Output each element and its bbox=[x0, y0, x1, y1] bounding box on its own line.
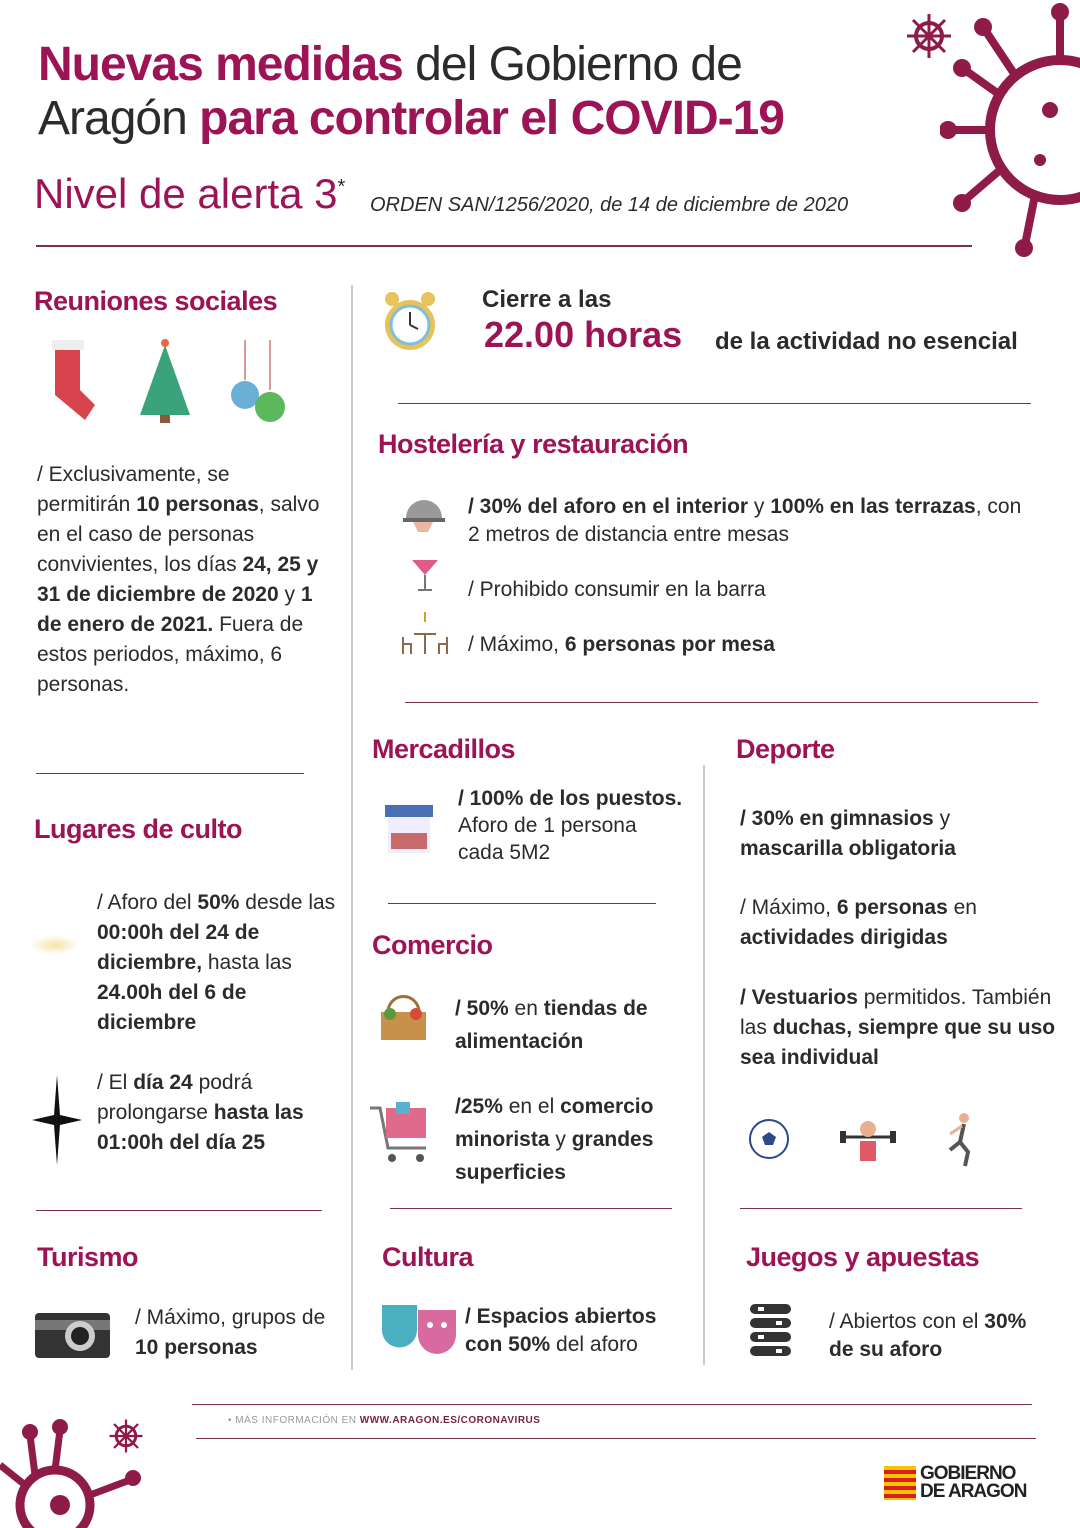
sparkle-icon bbox=[30, 935, 80, 955]
divider bbox=[36, 245, 972, 247]
virus-icon bbox=[940, 0, 1080, 260]
hosteleria-item-3 bbox=[468, 630, 1028, 660]
divider bbox=[36, 1210, 322, 1211]
soccer-ball-icon bbox=[748, 1118, 790, 1160]
alert-level-text: Nivel de alerta 3 bbox=[34, 170, 338, 217]
text-segment: y bbox=[933, 807, 951, 830]
text-segment: / El bbox=[97, 1071, 134, 1094]
divider bbox=[192, 1404, 1032, 1405]
hosteleria-item-2 bbox=[468, 575, 1028, 605]
text-segment: Fuera de estos periodos, máximo, 6 personas. bbox=[37, 613, 304, 696]
text-segment: en el bbox=[502, 1095, 561, 1118]
text-segment: / 30% del aforo en el interior bbox=[468, 495, 749, 518]
text-segment: 6 personas por mesa bbox=[564, 633, 775, 656]
theater-masks-icon bbox=[380, 1300, 458, 1355]
title-line-2 bbox=[38, 92, 918, 146]
gobierno-aragon-logo bbox=[884, 1465, 1026, 1501]
cloche-icon bbox=[403, 490, 445, 535]
divider bbox=[405, 702, 1038, 703]
mercadillos-text bbox=[458, 785, 683, 866]
text-segment: para controlar el COVID-19 bbox=[199, 92, 784, 145]
closing-post: de la actividad no esencial bbox=[715, 328, 1018, 355]
text-segment: mascarilla obligatoria bbox=[740, 837, 956, 860]
more-info: • MÁS INFORMACIÓN EN WWW.ARAGON.ES/CORONAVIRUS bbox=[228, 1415, 541, 1426]
market-stall-icon bbox=[383, 803, 435, 855]
text-segment: y bbox=[278, 583, 301, 606]
text-segment: 1 de enero de 2021. bbox=[37, 583, 313, 636]
text-segment: 24, 25 y 31 de diciembre de 2020 bbox=[37, 553, 319, 606]
divider bbox=[36, 773, 304, 774]
title-line-1 bbox=[38, 38, 918, 92]
text-segment: actividades dirigidas bbox=[740, 926, 948, 949]
text-segment: en bbox=[947, 896, 977, 919]
text-segment: 6 personas bbox=[836, 896, 948, 919]
christmas-decorations-icon bbox=[40, 335, 290, 430]
text-segment: hasta las bbox=[202, 951, 292, 974]
alert-footnote-mark: * bbox=[337, 176, 346, 198]
text-segment: Nuevas medidas bbox=[38, 38, 403, 91]
logo-line-2: DE ARAGON bbox=[920, 1481, 1027, 1502]
text-segment: 50% bbox=[197, 891, 240, 914]
more-info-link[interactable]: WWW.ARAGON.ES/CORONAVIRUS bbox=[359, 1415, 541, 1426]
section-title-turismo: Turismo bbox=[37, 1242, 139, 1272]
text-segment: / Espacios abiertos con 50% bbox=[465, 1305, 657, 1356]
text-segment: del aforo bbox=[550, 1333, 638, 1356]
text-segment: / Máximo, grupos de bbox=[135, 1306, 326, 1329]
section-title-cultura: Cultura bbox=[382, 1242, 473, 1272]
page-title bbox=[38, 38, 918, 146]
culto-item-2 bbox=[97, 1068, 337, 1158]
text-segment: / 50% bbox=[455, 997, 509, 1020]
more-info-label: MÁS INFORMACIÓN EN bbox=[235, 1415, 360, 1426]
text-segment: Aforo de 1 persona cada 5M2 bbox=[458, 814, 637, 864]
text-segment: y bbox=[549, 1128, 572, 1151]
logo-line-1: GOBIERNO bbox=[920, 1463, 1016, 1484]
text-segment: / Abiertos con el bbox=[829, 1310, 985, 1333]
text-segment: día 24 bbox=[133, 1071, 193, 1094]
reuniones-text bbox=[37, 460, 327, 700]
cocktail-icon bbox=[410, 550, 440, 595]
text-segment: / Vestuarios bbox=[740, 986, 858, 1009]
aragon-flag-icon bbox=[884, 1466, 916, 1500]
deporte-item-3 bbox=[740, 983, 1060, 1073]
deporte-item-2 bbox=[740, 893, 1050, 953]
text-segment: hasta las 01:00h del día 25 bbox=[97, 1101, 304, 1154]
deporte-item-1 bbox=[740, 804, 1050, 864]
text-segment: 100% en las terrazas bbox=[770, 495, 976, 518]
text-segment: / 30% en gimnasios bbox=[740, 807, 934, 830]
text-segment: permitidos. También las bbox=[740, 986, 1052, 1039]
star-icon bbox=[32, 1075, 82, 1165]
section-title-juegos: Juegos y apuestas bbox=[746, 1242, 980, 1272]
section-title-hosteleria: Hostelería y restauración bbox=[378, 429, 689, 459]
text-segment: 10 personas bbox=[136, 493, 259, 516]
text-segment: 10 personas bbox=[135, 1336, 258, 1359]
text-segment: y bbox=[748, 495, 771, 518]
culto-item-1 bbox=[97, 888, 342, 1038]
text-segment: , con 2 metros de distancia entre mesas bbox=[468, 495, 1022, 546]
order-reference: ORDEN SAN/1256/2020, de 14 de diciembre de 2020 bbox=[370, 194, 849, 216]
hosteleria-item-1 bbox=[468, 493, 1038, 549]
text-segment: Aragón bbox=[38, 92, 200, 145]
comercio-item-1 bbox=[455, 992, 690, 1058]
cultura-text bbox=[465, 1303, 690, 1359]
text-segment: , salvo en el caso de personas convivientes, los días bbox=[37, 493, 320, 576]
alarm-clock-icon bbox=[380, 285, 440, 360]
text-segment: /25% bbox=[455, 1095, 503, 1118]
text-segment: / Exclusivamente, se permitirán bbox=[37, 463, 230, 516]
text-segment: tiendas de alimentación bbox=[455, 997, 648, 1053]
small-virus-icon bbox=[108, 1418, 144, 1454]
grocery-basket-icon bbox=[376, 990, 431, 1045]
section-title-culto: Lugares de culto bbox=[34, 814, 243, 844]
weightlifting-icon bbox=[838, 1115, 898, 1165]
text-segment: 24.00h del 6 de diciembre bbox=[97, 981, 247, 1034]
closing-hour: 22.00 horas bbox=[484, 314, 683, 355]
column-divider bbox=[351, 285, 353, 1370]
text-segment: / Máximo, bbox=[740, 896, 837, 919]
table-chairs-icon bbox=[400, 612, 450, 657]
juegos-text bbox=[829, 1308, 1029, 1364]
text-segment: / Prohibido consumir en la barra bbox=[468, 578, 766, 601]
text-segment: en bbox=[508, 997, 544, 1020]
text-segment: podrá prolongarse bbox=[97, 1071, 253, 1124]
divider bbox=[390, 1208, 672, 1209]
text-segment: del Gobierno de bbox=[402, 38, 742, 91]
turismo-text bbox=[135, 1303, 335, 1363]
text-segment: 30% de su aforo bbox=[829, 1310, 1027, 1361]
text-segment: comercio minorista bbox=[455, 1095, 654, 1151]
text-segment: grandes superficies bbox=[455, 1128, 654, 1184]
closing-pre: Cierre a las bbox=[482, 286, 612, 313]
column-divider bbox=[703, 765, 705, 1365]
section-title-deporte: Deporte bbox=[736, 734, 835, 764]
text-segment: / Máximo, bbox=[468, 633, 565, 656]
divider bbox=[388, 903, 656, 904]
divider bbox=[196, 1438, 1036, 1439]
text-segment: desde las bbox=[239, 891, 336, 914]
section-title-comercio: Comercio bbox=[372, 930, 493, 960]
runner-icon bbox=[940, 1110, 980, 1170]
divider bbox=[398, 403, 1031, 404]
text-segment: / 100% de los puestos. bbox=[458, 787, 683, 810]
text-segment: / Aforo del bbox=[97, 891, 198, 914]
text-segment: 00:00h del 24 de diciembre, bbox=[97, 921, 260, 974]
camera-icon bbox=[35, 1308, 110, 1358]
comercio-item-2 bbox=[455, 1090, 695, 1189]
poker-chips-icon bbox=[748, 1302, 793, 1360]
section-title-mercadillos: Mercadillos bbox=[372, 734, 516, 764]
section-title-reuniones: Reuniones sociales bbox=[34, 286, 278, 316]
divider bbox=[740, 1208, 1022, 1209]
text-segment: duchas, siempre que su uso sea individual bbox=[740, 1016, 1056, 1069]
alert-level bbox=[34, 170, 345, 218]
shopping-cart-icon bbox=[368, 1100, 433, 1165]
